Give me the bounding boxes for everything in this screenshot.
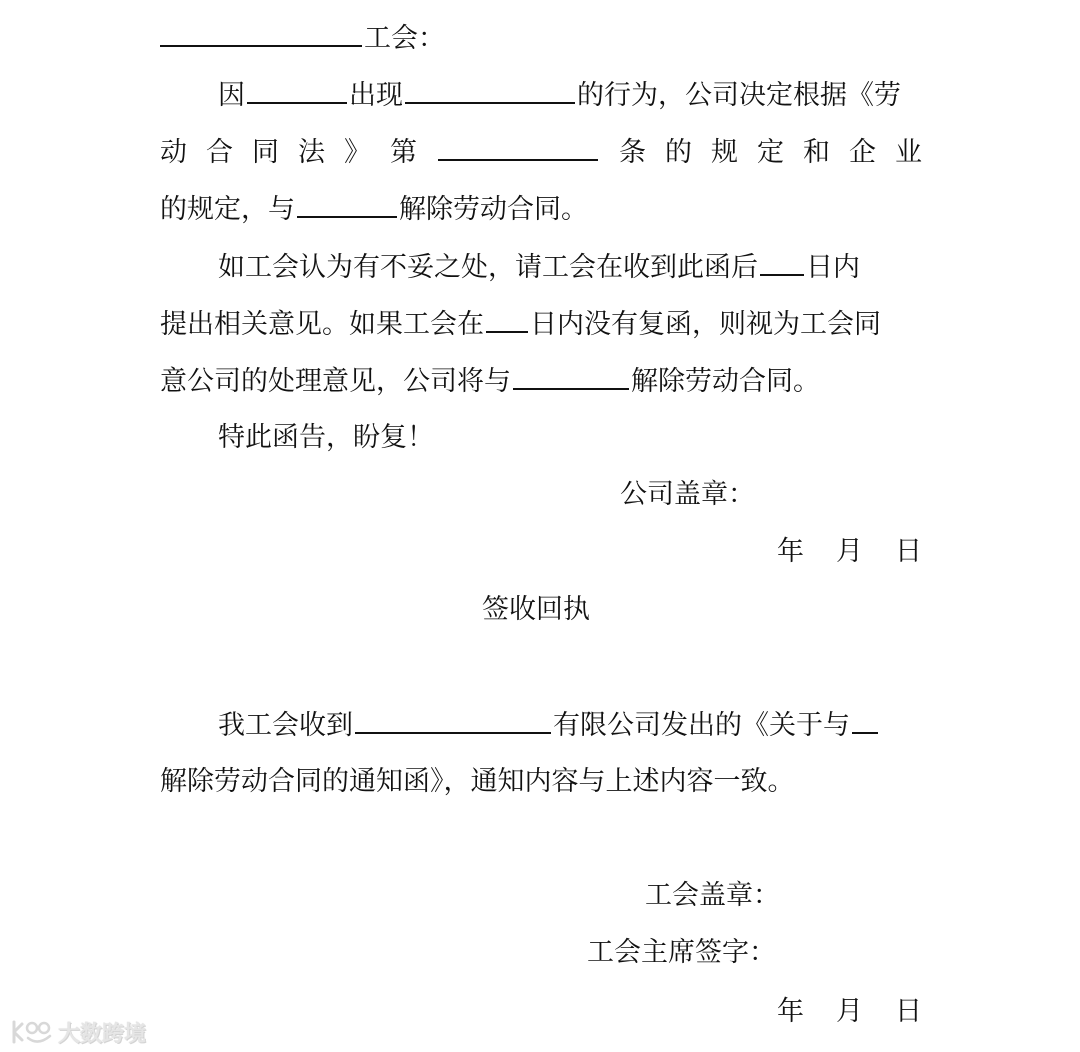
watermark [10,1014,146,1050]
employee-name-blank-3[interactable] [513,361,629,390]
union-seal-line [645,876,922,916]
p1-line-3 [160,189,922,229]
receipt-title: 签收回执 [482,594,590,625]
date-month: 月 [836,996,863,1027]
date-day: 日 [895,536,922,567]
p1-l2-char: 和 [803,137,830,168]
date-day: 日 [895,996,922,1027]
receipt-line-2 [160,762,922,802]
p2-l2-a: 提出相关意见。如果工会在 [160,309,484,340]
p1-line-1 [160,75,922,115]
p1-line-2 [160,132,922,172]
p1-l2-char: 动 [160,137,187,168]
p1-l2-char: 的 [665,137,692,168]
p2-l1-a: 如工会认为有不妥之处，请工会在收到此函后 [218,252,758,283]
p1-l2-char: 第 [390,137,417,168]
watermark-text: 大数跨境 [58,1021,147,1047]
p1-l1-a: 因 [218,80,245,111]
date-line-2 [160,992,922,1032]
p1-l3-b: 解除劳动合同。 [399,194,588,225]
salutation-text: 工会： [364,23,445,54]
date-year: 年 [777,996,804,1027]
date-year: 年 [777,536,804,567]
p2-line-1 [160,247,922,287]
days-blank-1[interactable] [760,247,804,276]
receipt-l1-b: 有限公司发出的《关于与 [553,710,850,741]
company-seal-line [620,475,920,515]
receipt-l1-a: 我工会收到 [218,710,353,741]
p1-l2-char: 规 [711,137,738,168]
p2-l3-a: 意公司的处理意见，公司将与 [160,366,511,397]
brand-logo-icon [10,1018,54,1046]
employee-name-blank-2[interactable] [297,189,397,218]
employee-name-blank-4[interactable] [852,705,878,734]
p1-l2-char: 业 [895,137,922,168]
p2-l1-b: 日内 [806,252,860,283]
p2-line-2 [160,304,922,344]
union-seal-label: 工会盖章： [645,880,780,911]
chair-sign-label: 工会主席签字： [587,937,776,968]
p3-line [160,418,922,458]
behavior-blank[interactable] [405,75,575,104]
days-blank-2[interactable] [486,304,528,333]
p1-l2-char: 法 [298,137,325,168]
p2-l3-b: 解除劳动合同。 [631,366,820,397]
p1-l1-b: 出现 [349,80,403,111]
receipt-l2: 解除劳动合同的通知函》，通知内容与上述内容一致。 [160,766,795,797]
document-page [160,0,922,1052]
p1-l2-char: 定 [757,137,784,168]
closing-text: 特此函告，盼复！ [218,422,434,453]
p2-l2-b: 日内没有复函，则视为工会同 [530,309,881,340]
date-line-1 [160,532,922,572]
chair-sign-line [587,933,922,973]
company-seal-label: 公司盖章： [620,479,755,510]
p1-l2-char: 同 [252,137,279,168]
date-month: 月 [836,536,863,567]
union-name-blank[interactable] [160,18,362,47]
article-number-blank[interactable] [438,132,598,161]
p1-l2-char: 企 [849,137,876,168]
p1-l2-char: 》 [344,137,371,168]
p1-l2-char: 合 [206,137,233,168]
employee-name-blank[interactable] [247,75,347,104]
salutation-line [160,18,922,58]
receipt-title-line [482,590,682,630]
p2-line-3 [160,361,922,401]
receipt-line-1 [160,705,922,745]
p1-l2-char: 条 [619,137,646,168]
company-name-blank[interactable] [355,705,551,734]
p1-l1-c: 的行为，公司决定根据《劳 [577,80,901,111]
p1-l3-a: 的规定，与 [160,194,295,225]
